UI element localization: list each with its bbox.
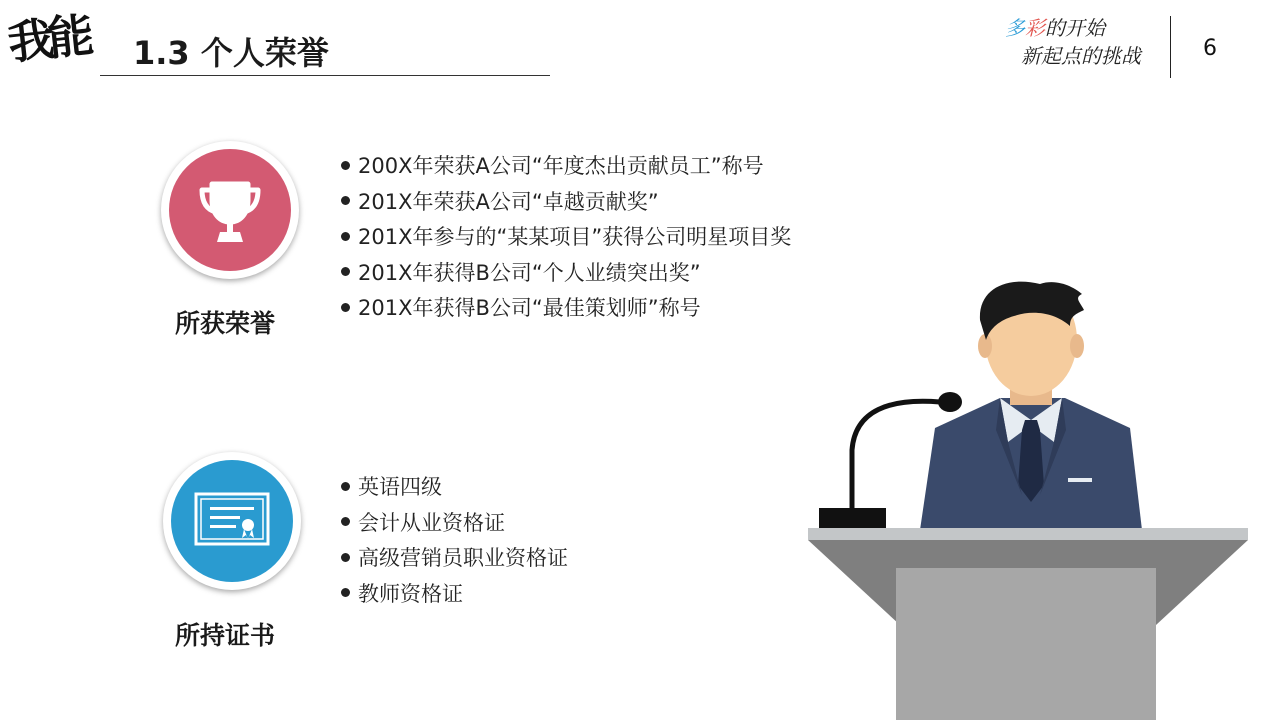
- honors-badge: [161, 141, 299, 279]
- bullet-dot: [341, 482, 350, 491]
- bullet-dot: [341, 303, 350, 312]
- list-item-text: 教师资格证: [358, 581, 463, 606]
- slogan-line2: 新起点的挑战: [1021, 44, 1141, 68]
- list-item: [341, 220, 791, 256]
- bullet-dot: [341, 267, 350, 276]
- list-item: [341, 470, 568, 506]
- slogan-char-2: 彩: [1025, 16, 1045, 40]
- title-underline: [100, 75, 550, 76]
- list-item-text: 201X年获得B公司“最佳策划师”称号: [358, 296, 701, 320]
- list-item: [341, 541, 568, 577]
- honors-label: 所获荣誉: [175, 309, 276, 338]
- list-item-text: 201X年荣获A公司“卓越贡献奖”: [358, 189, 659, 214]
- list-item: [341, 506, 568, 542]
- slogan-char-1: 多: [1005, 16, 1025, 40]
- podium: [808, 528, 1248, 720]
- honors-badge-inner: [169, 149, 291, 271]
- list-item: [341, 185, 791, 221]
- bullet-dot: [341, 517, 350, 526]
- trophy-icon: [190, 170, 270, 250]
- list-item: [341, 256, 791, 292]
- list-item-text: 会计从业资格证: [358, 510, 505, 535]
- list-item: [341, 291, 791, 327]
- certificates-list: [341, 470, 568, 612]
- bullet-dot: [341, 553, 350, 562]
- speaker-at-podium-illustration: [800, 280, 1260, 720]
- list-item: [341, 577, 568, 613]
- bullet-dot: [341, 196, 350, 205]
- list-item-text: 201X年获得B公司“个人业绩突出奖”: [358, 260, 701, 285]
- slogan-line1-rest: 的开始: [1045, 16, 1105, 40]
- header-divider: [1170, 16, 1171, 78]
- certificates-badge-inner: [171, 460, 293, 582]
- bullet-dot: [341, 161, 350, 170]
- slogan: [997, 14, 1157, 70]
- page-number: 6: [1203, 36, 1217, 61]
- certificates-badge: [163, 452, 301, 590]
- list-item-text: 201X年参与的“某某项目”获得公司明星项目奖: [358, 225, 792, 249]
- bullet-dot: [341, 232, 350, 241]
- list-item-text: 高级营销员职业资格证: [358, 546, 568, 570]
- honors-list: [341, 149, 791, 327]
- certificate-icon: [190, 486, 274, 556]
- certificates-label: 所持证书: [175, 621, 276, 650]
- page-title: 1.3 个人荣誉: [133, 34, 329, 72]
- bullet-dot: [341, 588, 350, 597]
- list-item-text: 英语四级: [358, 475, 442, 499]
- list-item-text: 200X年荣获A公司“年度杰出贡献员工”称号: [358, 154, 764, 178]
- list-item: [341, 149, 791, 185]
- brand-logo: 我能: [5, 7, 91, 71]
